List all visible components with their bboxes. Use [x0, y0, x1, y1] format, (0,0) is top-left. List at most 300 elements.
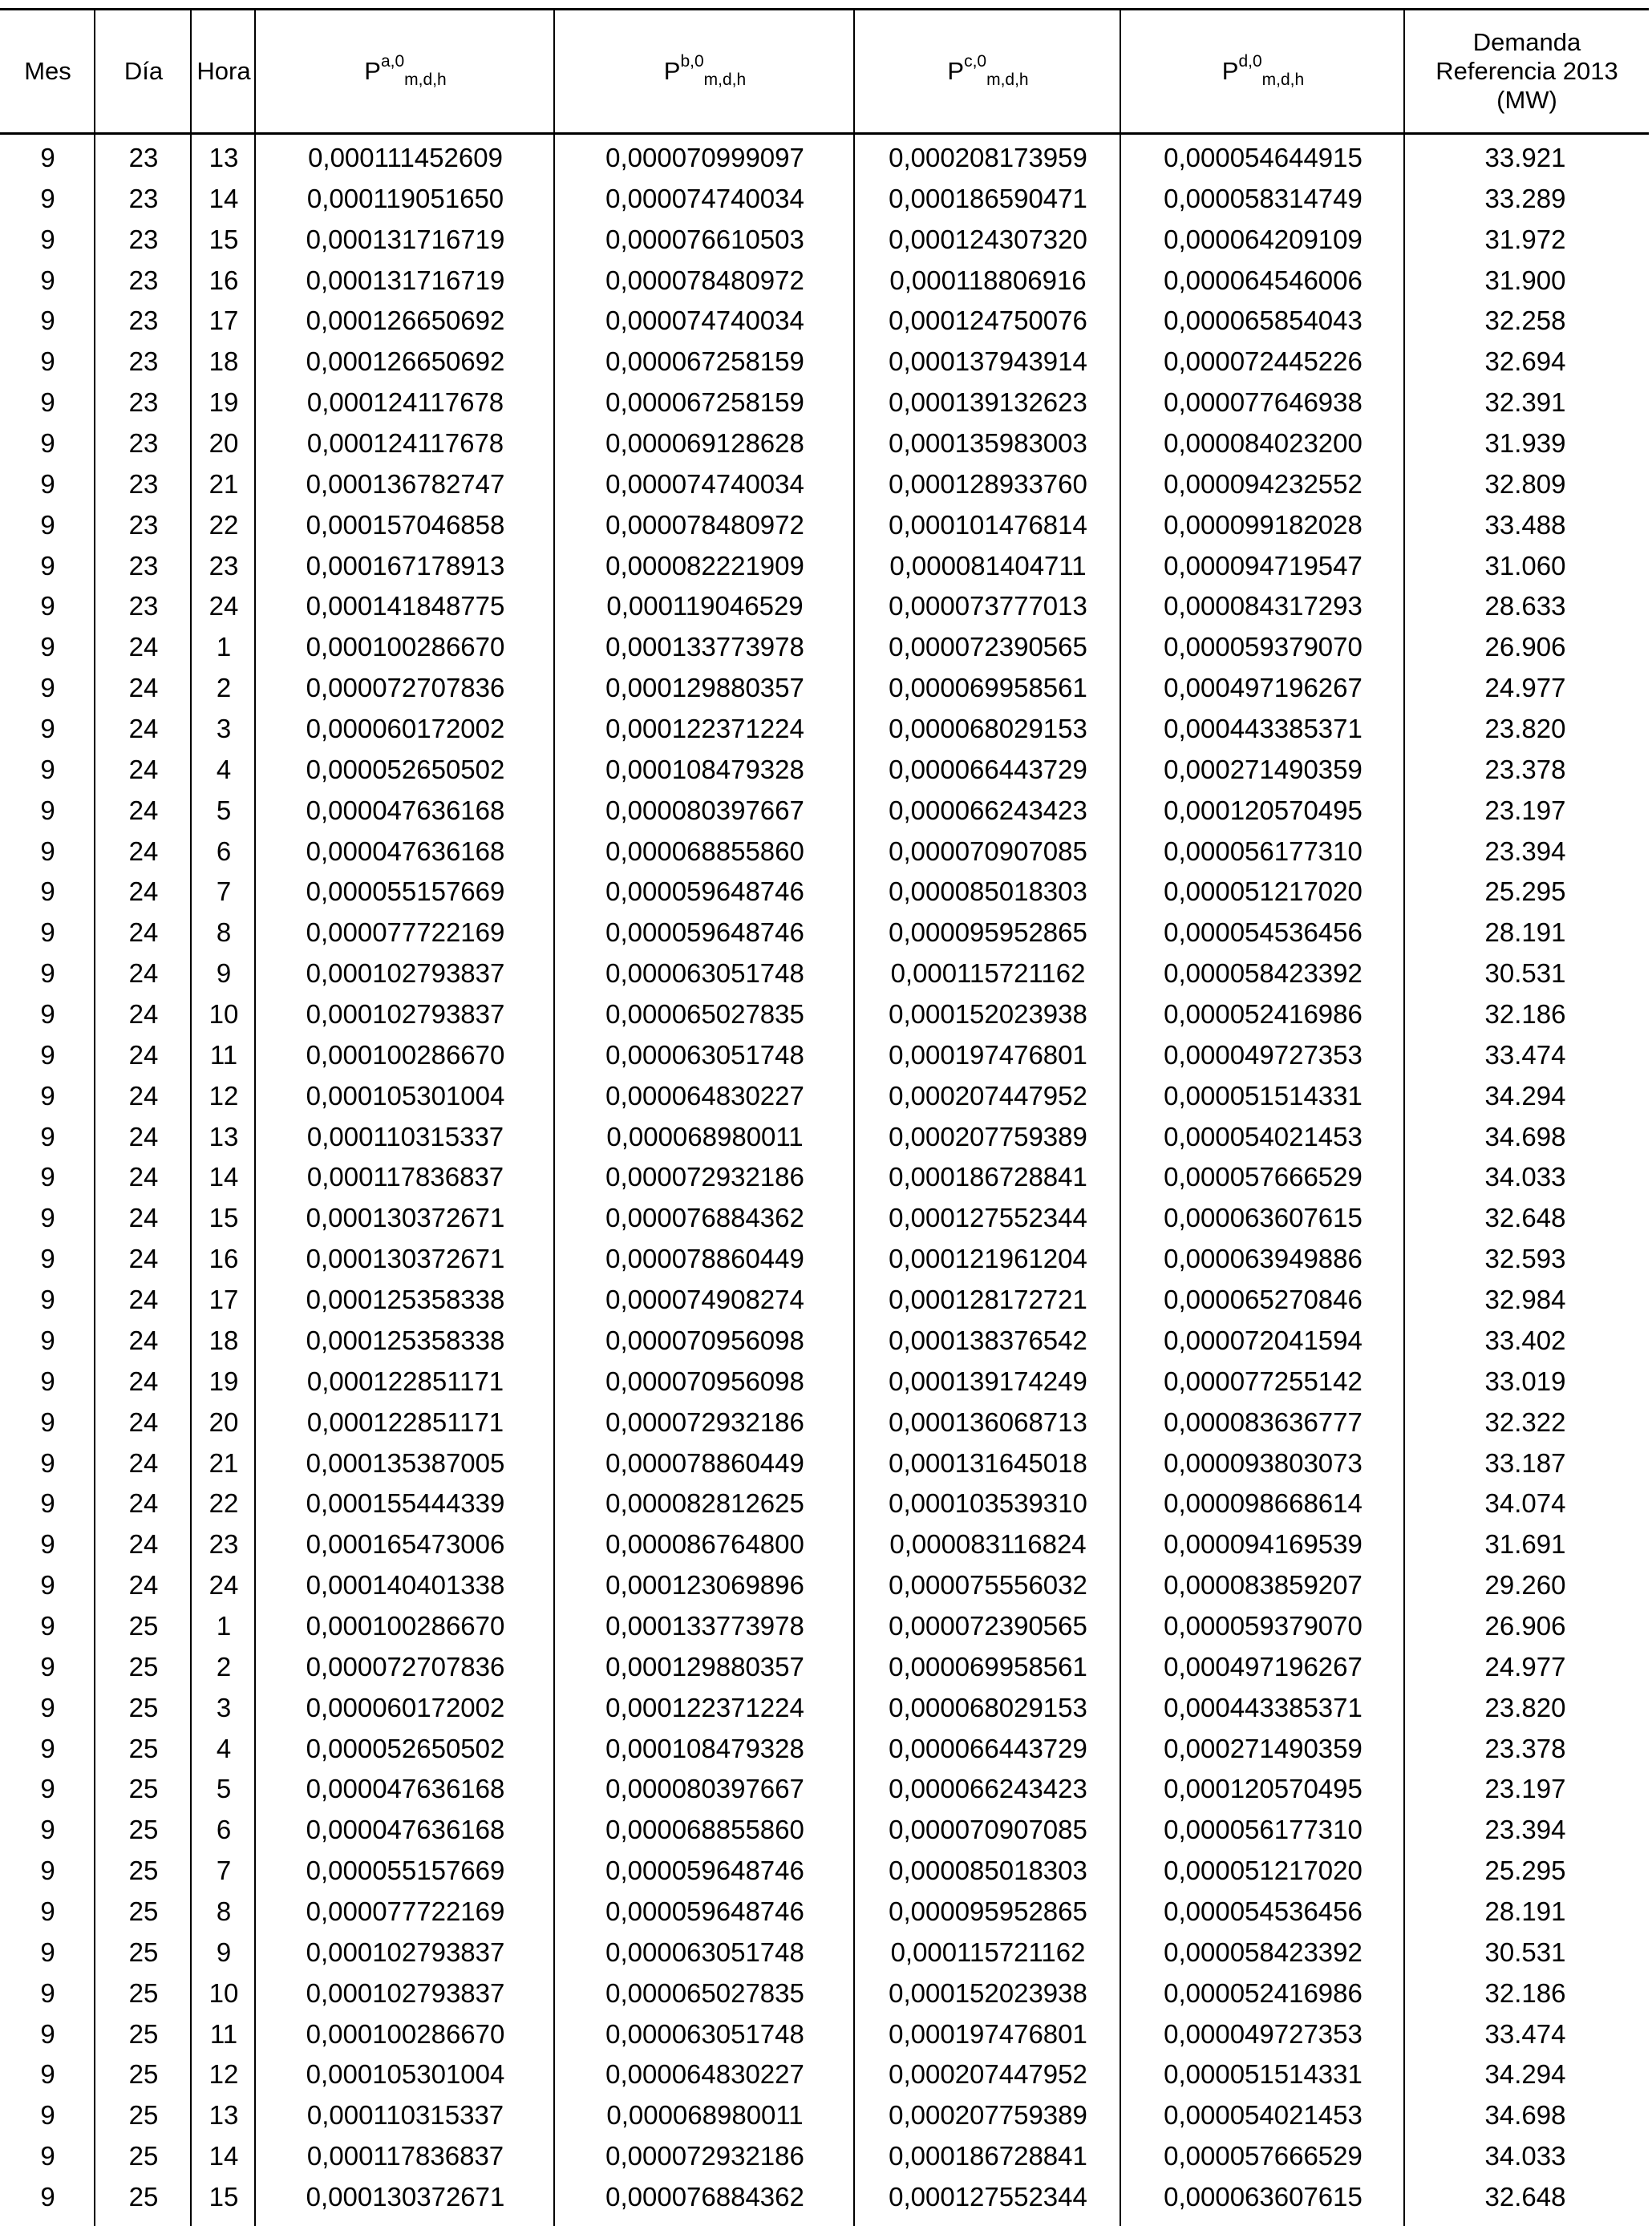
cell-demanda: 32.322 — [1484, 1406, 1566, 1437]
table-row — [0, 2177, 1652, 2218]
cell-pb: 0,000133773978 — [605, 632, 804, 662]
cell-dia: 24 — [128, 673, 159, 703]
cell-pb: 0,000086764800 — [605, 1529, 804, 1560]
cell-demanda: 32.984 — [1484, 1285, 1566, 1315]
cell-mes: 9 — [40, 1937, 55, 1967]
cell-hora: 1 — [216, 632, 232, 662]
cell-pd: 0,000065854043 — [1164, 306, 1362, 336]
header-pd — [1121, 10, 1405, 132]
table-row — [0, 872, 1652, 913]
cell-dia: 24 — [128, 836, 159, 866]
cell-pc: 0,000068029153 — [889, 1692, 1087, 1722]
cell-dia: 24 — [128, 1447, 159, 1478]
cell-pa: 0,000100286670 — [306, 1039, 505, 1070]
cell-dia: 24 — [128, 1039, 159, 1070]
header-pa-base: P — [364, 56, 381, 85]
cell-pc: 0,000124750076 — [889, 306, 1087, 336]
cell-hora: 6 — [216, 1815, 232, 1845]
table-row — [0, 791, 1652, 832]
cell-hora: 3 — [216, 1692, 232, 1722]
cell-demanda: 23.378 — [1484, 1733, 1566, 1763]
cell-demanda: 32.391 — [1484, 387, 1566, 418]
cell-pa: 0,000102793837 — [306, 958, 505, 989]
cell-mes: 9 — [40, 428, 55, 459]
header-pc-symbol — [947, 52, 1029, 89]
cell-hora: 13 — [209, 2100, 239, 2131]
cell-pc: 0,000128933760 — [889, 468, 1087, 499]
table-row — [0, 1198, 1652, 1239]
cell-pb: 0,000063051748 — [605, 1039, 804, 1070]
cell-hora: 22 — [209, 1488, 239, 1519]
cell-demanda: 34.033 — [1484, 1162, 1566, 1192]
cell-demanda: 33.474 — [1484, 1039, 1566, 1070]
cell-pd: 0,000049727353 — [1164, 1039, 1362, 1070]
cell-dia: 24 — [128, 632, 159, 662]
cell-dia: 24 — [128, 1162, 159, 1192]
cell-pa: 0,000110315337 — [306, 1121, 504, 1151]
table-row — [0, 913, 1652, 953]
cell-hora: 18 — [209, 1325, 239, 1355]
cell-pa: 0,000124117678 — [306, 428, 504, 459]
cell-pc: 0,000207759389 — [889, 1121, 1087, 1151]
table-row — [0, 586, 1652, 627]
cell-mes: 9 — [40, 1692, 55, 1722]
cell-pd: 0,000054021453 — [1164, 2100, 1362, 2131]
cell-demanda: 31.900 — [1484, 265, 1566, 295]
cell-hora: 2 — [216, 673, 232, 703]
cell-hora: 18 — [209, 346, 239, 377]
cell-pd: 0,000058314749 — [1164, 183, 1362, 213]
cell-pb: 0,000078480972 — [605, 265, 804, 295]
cell-pa: 0,000131716719 — [306, 265, 505, 295]
cell-pd: 0,000056177310 — [1164, 836, 1362, 866]
table-row — [0, 382, 1652, 423]
table-row — [0, 1483, 1652, 1524]
table-row — [0, 750, 1652, 791]
cell-demanda: 26.906 — [1484, 632, 1566, 662]
table-row — [0, 2054, 1652, 2095]
cell-mes: 9 — [40, 1244, 55, 1274]
cell-hora: 21 — [209, 1447, 239, 1478]
cell-pa: 0,000125358338 — [306, 1325, 505, 1355]
cell-demanda: 33.187 — [1484, 1447, 1566, 1478]
cell-pd: 0,000098668614 — [1164, 1488, 1362, 1519]
cell-pd: 0,000054536456 — [1164, 917, 1362, 948]
cell-pa: 0,000102793837 — [306, 1977, 505, 2008]
table-row — [0, 505, 1652, 546]
cell-pd: 0,000497196267 — [1164, 1651, 1362, 1682]
cell-demanda: 34.294 — [1484, 2059, 1566, 2090]
header-pc-sub: m,d,h — [986, 70, 1029, 89]
cell-pd: 0,000057666529 — [1164, 1162, 1362, 1192]
cell-demanda: 23.394 — [1484, 836, 1566, 866]
cell-pb: 0,000070956098 — [605, 1366, 804, 1396]
cell-dia: 25 — [128, 1896, 159, 1926]
cell-hora: 14 — [209, 1162, 239, 1192]
cell-pc: 0,000128172721 — [889, 1285, 1087, 1315]
cell-pb: 0,000074908274 — [605, 1285, 804, 1315]
cell-pd: 0,000120570495 — [1164, 795, 1362, 825]
cell-mes: 9 — [40, 1406, 55, 1437]
cell-demanda: 23.197 — [1484, 1774, 1566, 1804]
cell-dia: 24 — [128, 999, 159, 1030]
cell-pc: 0,000069958561 — [889, 1651, 1087, 1682]
cell-pa: 0,000157046858 — [306, 509, 505, 540]
cell-pa: 0,000125358338 — [306, 1285, 505, 1315]
cell-pb: 0,000063051748 — [605, 1937, 804, 1967]
header-mes: Mes — [24, 56, 71, 85]
cell-pc: 0,000124307320 — [889, 224, 1087, 254]
cell-pb: 0,000072932186 — [605, 2141, 804, 2171]
cell-dia: 23 — [128, 306, 159, 336]
cell-pd: 0,000052416986 — [1164, 999, 1362, 1030]
cell-mes: 9 — [40, 1977, 55, 2008]
cell-pa: 0,000135387005 — [306, 1447, 505, 1478]
cell-hora: 23 — [209, 1529, 239, 1560]
cell-pc: 0,000101476814 — [889, 509, 1087, 540]
cell-demanda: 32.809 — [1484, 468, 1566, 499]
cell-demanda: 25.295 — [1484, 876, 1566, 907]
cell-dia: 24 — [128, 1529, 159, 1560]
cell-pd: 0,000443385371 — [1164, 1692, 1362, 1722]
cell-pc: 0,000075556032 — [889, 1570, 1087, 1601]
cell-mes: 9 — [40, 876, 55, 907]
cell-mes: 9 — [40, 1203, 55, 1233]
cell-pc: 0,000186728841 — [889, 1162, 1087, 1192]
cell-pc: 0,000081404711 — [889, 550, 1087, 581]
cell-dia: 25 — [128, 2141, 159, 2171]
cell-hora: 6 — [216, 836, 232, 866]
cell-demanda: 33.921 — [1484, 143, 1566, 172]
cell-pd: 0,000271490359 — [1164, 754, 1362, 784]
table-row — [0, 1443, 1652, 1484]
cell-pc: 0,000197476801 — [889, 2018, 1087, 2049]
cell-dia: 24 — [128, 1285, 159, 1315]
cell-pc: 0,000070907085 — [889, 1815, 1087, 1845]
cell-pa: 0,000100286670 — [306, 1610, 505, 1641]
cell-demanda: 30.531 — [1484, 958, 1566, 989]
cell-hora: 9 — [216, 1937, 232, 1967]
table-row — [0, 668, 1652, 709]
cell-pb: 0,000076884362 — [605, 2181, 804, 2212]
cell-pa: 0,000130372671 — [306, 1244, 505, 1274]
cell-dia: 25 — [128, 2181, 159, 2212]
cell-hora: 7 — [216, 876, 232, 907]
cell-demanda: 32.186 — [1484, 1977, 1566, 2008]
cell-demanda: 34.294 — [1484, 1080, 1566, 1111]
cell-hora: 13 — [209, 1121, 239, 1151]
cell-dia: 25 — [128, 2018, 159, 2049]
table-body — [0, 138, 1652, 2218]
cell-dia: 25 — [128, 1937, 159, 1967]
cell-demanda: 28.191 — [1484, 1896, 1566, 1926]
cell-mes: 9 — [40, 509, 55, 540]
table-row — [0, 2136, 1652, 2177]
table-row — [0, 423, 1652, 464]
cell-pc: 0,000121961204 — [889, 1244, 1087, 1274]
cell-pb: 0,000076884362 — [605, 1203, 804, 1233]
table-row — [0, 1362, 1652, 1402]
table-row — [0, 1851, 1652, 1892]
cell-pc: 0,000066443729 — [889, 1733, 1087, 1763]
table-row — [0, 1035, 1652, 1076]
header-pd-base: P — [1221, 56, 1239, 85]
table-row — [0, 1280, 1652, 1321]
cell-dia: 23 — [128, 591, 159, 621]
cell-mes: 9 — [40, 1366, 55, 1396]
cell-mes: 9 — [40, 1774, 55, 1804]
table-row — [0, 179, 1652, 220]
table-row — [0, 342, 1652, 382]
cell-demanda: 31.972 — [1484, 224, 1566, 254]
cell-hora: 7 — [216, 1856, 232, 1886]
cell-mes: 9 — [40, 2181, 55, 2212]
table-header — [0, 10, 1652, 132]
cell-pb: 0,000074740034 — [605, 306, 804, 336]
table-row — [0, 1321, 1652, 1362]
cell-pd: 0,000072445226 — [1164, 346, 1362, 377]
table-row — [0, 709, 1652, 750]
header-pb-base: P — [663, 56, 681, 85]
cell-pc: 0,000186728841 — [889, 2141, 1087, 2171]
table-row — [0, 301, 1652, 342]
cell-demanda: 34.698 — [1484, 2100, 1566, 2131]
cell-pb: 0,000059648746 — [605, 1856, 804, 1886]
cell-hora: 9 — [216, 958, 232, 989]
cell-demanda: 28.191 — [1484, 917, 1566, 948]
cell-pa: 0,000052650502 — [306, 1733, 505, 1763]
header-pc-base: P — [947, 56, 965, 85]
cell-pa: 0,000130372671 — [306, 2181, 505, 2212]
cell-mes: 9 — [40, 306, 55, 336]
table-row — [0, 261, 1652, 302]
cell-hora: 12 — [209, 2059, 239, 2090]
table-row — [0, 1810, 1652, 1851]
table-row — [0, 1892, 1652, 1933]
cell-demanda: 23.820 — [1484, 1692, 1566, 1722]
cell-pd: 0,000052416986 — [1164, 1977, 1362, 2008]
cell-demanda: 32.694 — [1484, 346, 1566, 377]
cell-dia: 24 — [128, 1203, 159, 1233]
cell-mes: 9 — [40, 550, 55, 581]
cell-hora: 4 — [216, 754, 232, 784]
cell-dia: 24 — [128, 958, 159, 989]
cell-hora: 23 — [209, 550, 239, 581]
cell-pc: 0,000070907085 — [889, 836, 1087, 866]
cell-mes: 9 — [40, 468, 55, 499]
table-row — [0, 1933, 1652, 1973]
cell-pc: 0,000066243423 — [889, 795, 1087, 825]
cell-pb: 0,000076610503 — [605, 224, 804, 254]
cell-pc: 0,000136068713 — [889, 1406, 1087, 1437]
cell-pc: 0,000127552344 — [889, 2181, 1087, 2212]
cell-dia: 25 — [128, 2100, 159, 2131]
cell-pb: 0,000082812625 — [605, 1488, 804, 1519]
cell-mes: 9 — [40, 1570, 55, 1601]
cell-pa: 0,000100286670 — [306, 632, 505, 662]
cell-pb: 0,000068855860 — [605, 836, 804, 866]
cell-pd: 0,000099182028 — [1164, 509, 1362, 540]
cell-dia: 24 — [128, 1488, 159, 1519]
cell-dia: 24 — [128, 1570, 159, 1601]
cell-pb: 0,000064830227 — [605, 2059, 804, 2090]
cell-demanda: 28.633 — [1484, 591, 1566, 621]
cell-pd: 0,000056177310 — [1164, 1815, 1362, 1845]
table-row — [0, 1647, 1652, 1688]
cell-dia: 25 — [128, 1651, 159, 1682]
cell-demanda: 33.402 — [1484, 1325, 1566, 1355]
cell-hora: 10 — [209, 999, 239, 1030]
cell-pa: 0,000102793837 — [306, 999, 505, 1030]
cell-pd: 0,000093803073 — [1164, 1447, 1362, 1478]
cell-mes: 9 — [40, 265, 55, 295]
cell-pd: 0,000059379070 — [1164, 1610, 1362, 1641]
cell-pb: 0,000078480972 — [605, 509, 804, 540]
cell-dia: 24 — [128, 1080, 159, 1111]
cell-dia: 24 — [128, 795, 159, 825]
cell-pb: 0,000123069896 — [605, 1570, 804, 1601]
cell-pd: 0,000064209109 — [1164, 224, 1362, 254]
cell-pb: 0,000108479328 — [605, 754, 804, 784]
cell-pd: 0,000271490359 — [1164, 1733, 1362, 1763]
cell-pb: 0,000064830227 — [605, 1080, 804, 1111]
cell-pc: 0,000103539310 — [889, 1488, 1087, 1519]
cell-mes: 9 — [40, 346, 55, 377]
header-demanda — [1405, 10, 1649, 132]
cell-hora: 21 — [209, 468, 239, 499]
cell-pa: 0,000110315337 — [306, 2100, 504, 2131]
cell-pd: 0,000443385371 — [1164, 714, 1362, 744]
cell-pb: 0,000133773978 — [605, 1610, 804, 1641]
cell-hora: 8 — [216, 917, 232, 948]
cell-hora: 19 — [209, 387, 239, 418]
cell-pb: 0,000074740034 — [605, 183, 804, 213]
cell-pc: 0,000095952865 — [889, 917, 1087, 948]
table-row — [0, 220, 1652, 261]
cell-mes: 9 — [40, 1488, 55, 1519]
cell-pb: 0,000065027835 — [605, 1977, 804, 2008]
cell-demanda: 33.488 — [1484, 509, 1566, 540]
cell-pa: 0,000072707836 — [306, 673, 505, 703]
cell-pd: 0,000057666529 — [1164, 2141, 1362, 2171]
header-pa-symbol — [364, 52, 447, 89]
cell-mes: 9 — [40, 1285, 55, 1315]
table-row — [0, 627, 1652, 668]
cell-pd: 0,000084023200 — [1164, 428, 1362, 459]
cell-dia: 24 — [128, 1244, 159, 1274]
cell-dia: 23 — [128, 224, 159, 254]
cell-pc: 0,000066443729 — [889, 754, 1087, 784]
cell-pb: 0,000072932186 — [605, 1406, 804, 1437]
cell-demanda: 32.258 — [1484, 306, 1566, 336]
cell-dia: 23 — [128, 346, 159, 377]
cell-demanda: 33.289 — [1484, 183, 1566, 213]
header-pb — [555, 10, 855, 132]
cell-mes: 9 — [40, 1896, 55, 1926]
header-pc-sup: c,0 — [964, 52, 987, 71]
header-pb-sup: b,0 — [680, 52, 704, 71]
cell-hora: 11 — [209, 1039, 238, 1070]
cell-pb: 0,000129880357 — [605, 673, 804, 703]
cell-pd: 0,000058423392 — [1164, 958, 1362, 989]
cell-mes: 9 — [40, 1447, 55, 1478]
cell-pb: 0,000122371224 — [605, 714, 804, 744]
header-dia: Día — [123, 56, 164, 85]
cell-hora: 5 — [216, 1774, 232, 1804]
cell-pc: 0,000083116824 — [889, 1529, 1087, 1560]
table-row — [0, 1729, 1652, 1770]
table-row — [0, 138, 1652, 179]
cell-mes: 9 — [40, 958, 55, 989]
cell-dia: 23 — [128, 468, 159, 499]
cell-pc: 0,000135983003 — [889, 428, 1087, 459]
cell-mes: 9 — [40, 2141, 55, 2171]
cell-pd: 0,000084317293 — [1164, 591, 1362, 621]
cell-hora: 14 — [209, 2141, 239, 2171]
cell-hora: 19 — [209, 1366, 239, 1396]
cell-dia: 23 — [128, 509, 159, 540]
cell-pa: 0,000055157669 — [306, 1856, 505, 1886]
cell-pa: 0,000126650692 — [306, 306, 505, 336]
table-row — [0, 2014, 1652, 2055]
cell-pa: 0,000052650502 — [306, 754, 505, 784]
cell-pa: 0,000047636168 — [306, 836, 505, 866]
cell-pd: 0,000054644915 — [1164, 143, 1362, 172]
cell-demanda: 34.033 — [1484, 2141, 1566, 2171]
cell-pc: 0,000072390565 — [889, 632, 1087, 662]
cell-pa: 0,000072707836 — [306, 1651, 505, 1682]
cell-hora: 15 — [209, 2181, 239, 2212]
cell-pd: 0,000063607615 — [1164, 1203, 1362, 1233]
cell-demanda: 23.197 — [1484, 795, 1566, 825]
cell-pb: 0,000065027835 — [605, 999, 804, 1030]
header-bottom-rule — [0, 132, 1649, 135]
cell-pc: 0,000152023938 — [889, 1977, 1087, 2008]
cell-hora: 13 — [209, 143, 239, 172]
cell-demanda: 25.295 — [1484, 1856, 1566, 1886]
cell-hora: 10 — [209, 1977, 239, 2008]
header-pb-symbol — [663, 52, 747, 89]
cell-dia: 23 — [128, 387, 159, 418]
cell-pb: 0,000074740034 — [605, 468, 804, 499]
cell-demanda: 31.060 — [1484, 550, 1566, 581]
cell-mes: 9 — [40, 714, 55, 744]
cell-pc: 0,000068029153 — [889, 714, 1087, 744]
cell-demanda: 32.593 — [1484, 1244, 1566, 1274]
cell-pb: 0,000063051748 — [605, 958, 804, 989]
cell-mes: 9 — [40, 632, 55, 662]
cell-pb: 0,000108479328 — [605, 1733, 804, 1763]
header-demanda-line: Referencia 2013 — [1435, 56, 1618, 85]
cell-dia: 25 — [128, 1692, 159, 1722]
cell-pb: 0,000078860449 — [605, 1447, 804, 1478]
cell-pc: 0,000207447952 — [889, 2059, 1087, 2090]
cell-pc: 0,000208173959 — [889, 143, 1087, 172]
cell-pb: 0,000067258159 — [605, 387, 804, 418]
cell-mes: 9 — [40, 1529, 55, 1560]
cell-dia: 24 — [128, 754, 159, 784]
cell-pb: 0,000072932186 — [605, 1162, 804, 1192]
cell-pa: 0,000155444339 — [306, 1488, 505, 1519]
cell-pa: 0,000141848775 — [306, 591, 505, 621]
cell-pd: 0,000063607615 — [1164, 2181, 1362, 2212]
cell-mes: 9 — [40, 1815, 55, 1845]
cell-pb: 0,000119046529 — [606, 591, 804, 621]
cell-hora: 15 — [209, 1203, 239, 1233]
cell-mes: 9 — [40, 917, 55, 948]
cell-hora: 20 — [209, 428, 239, 459]
cell-pa: 0,000105301004 — [306, 1080, 505, 1111]
